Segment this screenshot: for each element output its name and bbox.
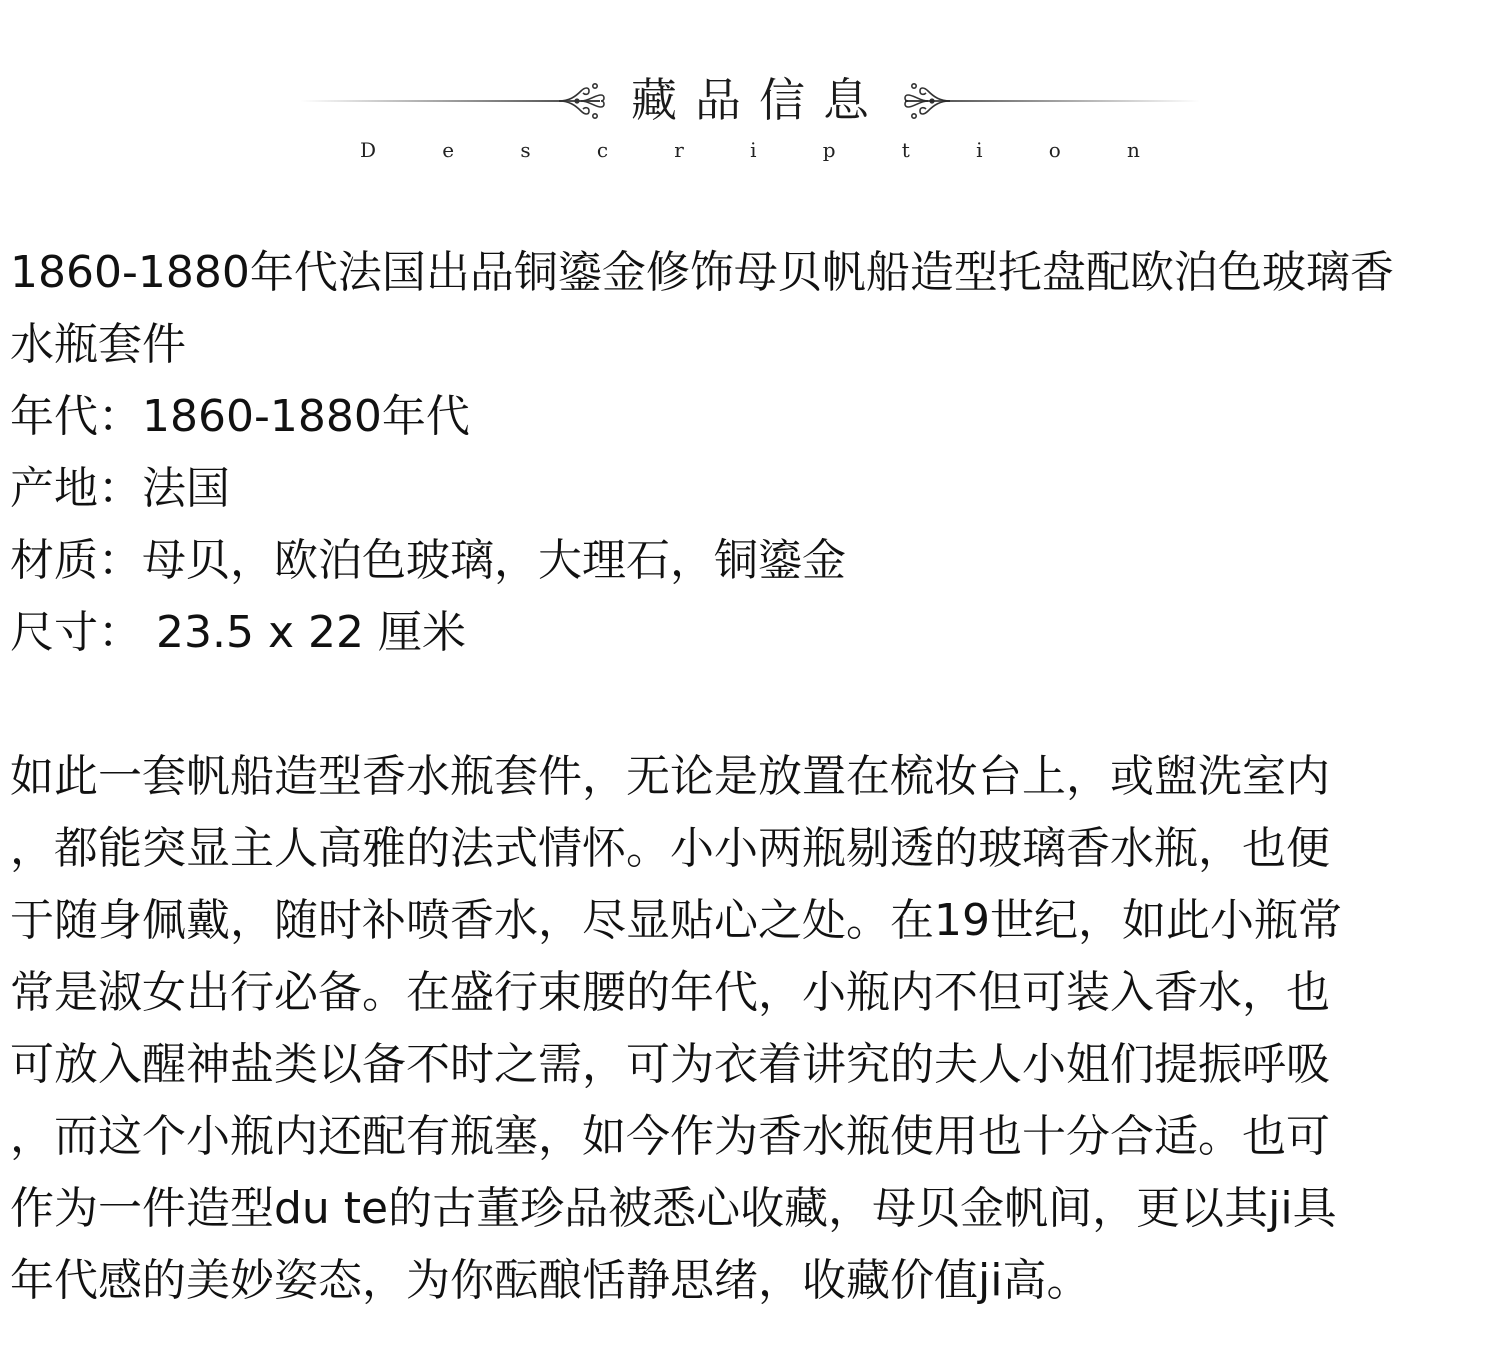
paragraph-spacer <box>10 669 1490 741</box>
section-subtitle <box>360 138 1140 162</box>
item-title-line: 水瓶套件 <box>10 319 186 370</box>
description-line: 常是淑女出行必备。在盛行束腰的年代，小瓶内不但可装入香水，也 <box>10 967 1330 1018</box>
subtitle-letter: i <box>976 138 983 162</box>
description-line: 于随身佩戴，随时补喷香水，尽显贴心之处。在19世纪，如此小瓶常 <box>10 895 1342 946</box>
subtitle-letter: r <box>674 138 684 162</box>
description-line: 作为一件造型du te的古董珍品被悉心收藏，母贝金帆间，更以其ji具 <box>10 1183 1337 1234</box>
size-line: 尺寸： 23.5 x 22 厘米 <box>10 607 466 658</box>
era-line: 年代：1860-1880年代 <box>10 391 470 442</box>
description-line: 可放入醒神盐类以备不时之需，可为衣着讲究的夫人小姐们提振呼吸 <box>10 1039 1330 1090</box>
subtitle-letter: c <box>596 138 609 162</box>
section-title: 藏品信息 <box>631 73 887 127</box>
description-line: ，而这个小瓶内还配有瓶塞，如今作为香水瓶使用也十分合适。也可 <box>10 1111 1330 1162</box>
subtitle-letter: t <box>901 138 910 162</box>
description-line: ，都能突显主人高雅的法式情怀。小小两瓶剔透的玻璃香水瓶，也便 <box>10 823 1330 874</box>
subtitle-letter: n <box>1126 138 1140 162</box>
decorative-rule-right <box>905 100 1200 102</box>
subtitle-letter: i <box>750 138 757 162</box>
subtitle-letter: p <box>822 138 836 162</box>
description-line: 如此一套帆船造型香水瓶套件，无论是放置在梳妆台上，或盥洗室内 <box>10 751 1330 802</box>
subtitle-letter: D <box>360 138 377 162</box>
item-description-body <box>10 237 1490 1317</box>
description-line: 年代感的美妙姿态，为你酝酿恬静思绪，收藏价值ji高。 <box>10 1255 1091 1306</box>
subtitle-letter: o <box>1048 138 1061 162</box>
subtitle-letter: e <box>442 138 455 162</box>
origin-line: 产地：法国 <box>10 463 230 514</box>
section-header <box>0 60 1500 170</box>
subtitle-letter: s <box>520 138 531 162</box>
item-title-line: 1860-1880年代法国出品铜鎏金修饰母贝帆船造型托盘配欧泊色玻璃香 <box>10 247 1394 298</box>
material-line: 材质：母贝，欧泊色玻璃，大理石，铜鎏金 <box>10 535 846 586</box>
